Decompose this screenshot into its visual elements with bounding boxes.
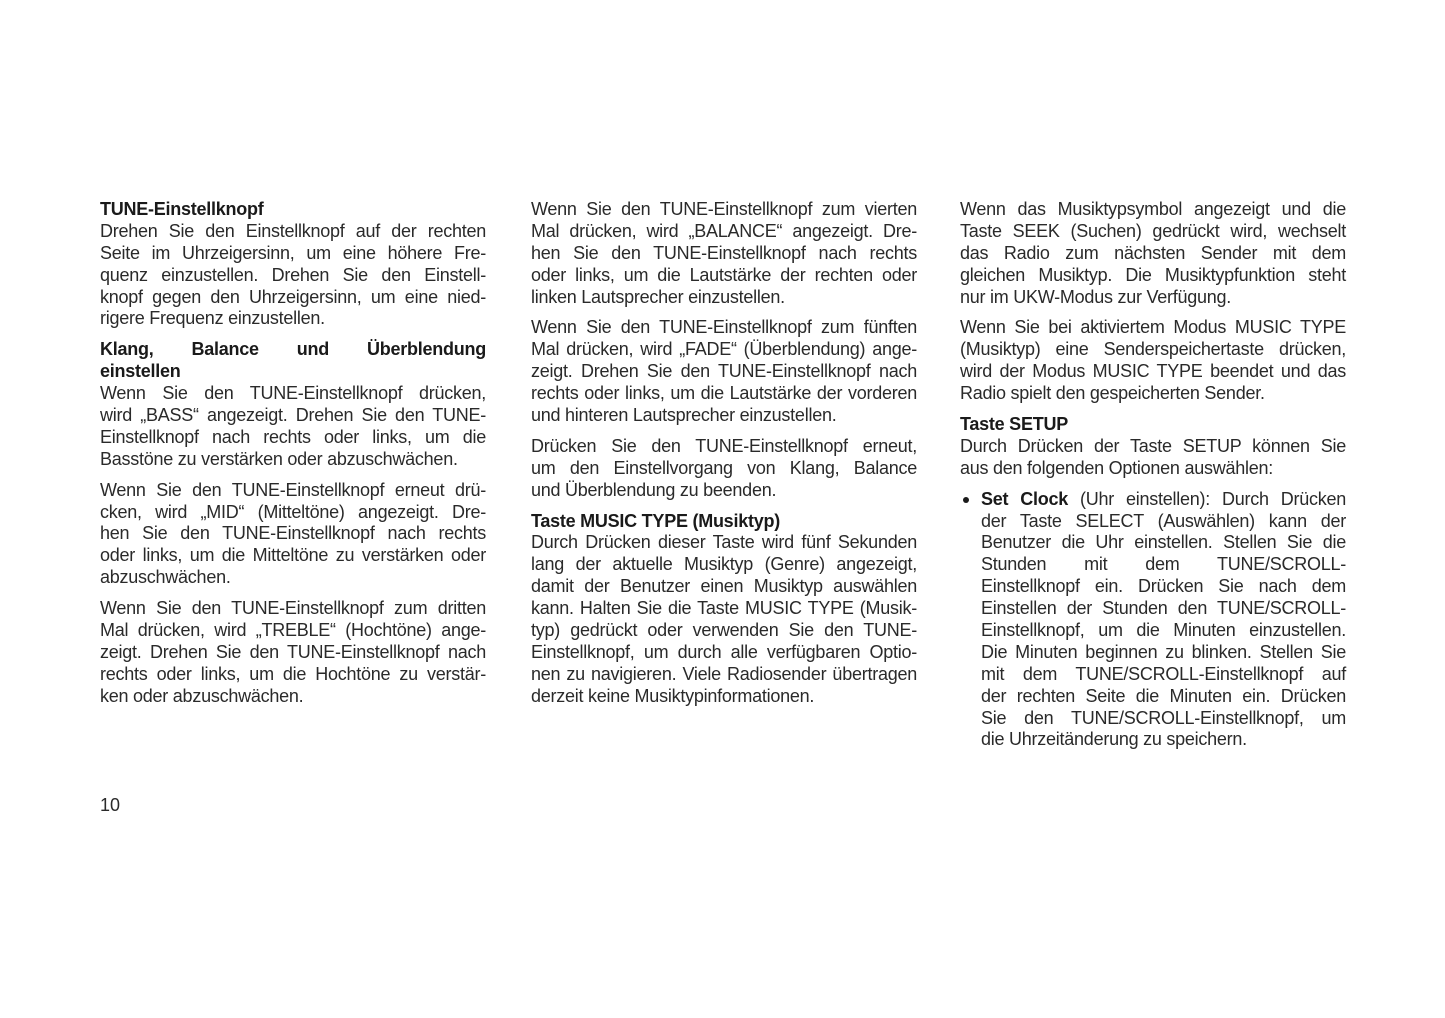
text-line: Mal drücken, wird „FADE“ (Überblendung) ange- <box>531 339 917 360</box>
paragraph <box>531 436 917 502</box>
paragraph <box>100 480 486 589</box>
paragraph <box>100 383 486 471</box>
text-line: abzuschwächen. <box>100 567 231 588</box>
text-column-2 <box>531 199 917 717</box>
text-line: zeigt. Drehen Sie den TUNE-Einstellknopf nach <box>531 361 917 382</box>
text-line: Wenn das Musiktypsymbol angezeigt und die <box>960 199 1346 219</box>
paragraph <box>531 532 917 707</box>
text-line: damit der Benutzer einen Musiktyp auswählen <box>531 576 917 597</box>
text-line: typ) gedrückt oder verwenden Sie den TUNE- <box>531 620 917 641</box>
text-line: der Taste SELECT (Auswählen) kann der <box>981 510 1346 531</box>
text-line: Seite im Uhrzeigersinn, um eine höhere Fre- <box>100 242 486 263</box>
paragraph <box>960 436 1346 480</box>
text-line: rechts oder links, um die Lautstärke der vorderen <box>531 383 917 404</box>
bullet-item <box>960 489 1346 752</box>
text-line: die Uhrzeitänderung zu speichern. <box>981 729 1247 750</box>
text-line: ken oder abzuschwächen. <box>100 685 304 706</box>
text-line: Einstellknopf, um durch alle verfügbaren Optio- <box>531 641 917 662</box>
paragraph <box>960 199 1346 308</box>
text-line: Einstellen der Stunden den TUNE/SCROLL- <box>981 598 1346 619</box>
text-line: das Radio zum nächsten Sender mit dem <box>960 242 1346 263</box>
text-line: knopf gegen den Uhrzeigersinn, um eine nied- <box>100 286 486 307</box>
text-line: derzeit keine Musiktypinformationen. <box>531 685 815 706</box>
text-line: rigere Frequenz einzustellen. <box>100 308 325 329</box>
text-line: Basstöne zu verstärken oder abzuschwächen. <box>100 448 458 469</box>
section-heading <box>100 199 486 221</box>
text-line: um den Einstellvorgang von Klang, Balance <box>531 457 917 478</box>
text-line: nen zu navigieren. Viele Radiosender übertragen <box>531 663 917 684</box>
text-line: wird „BASS“ angezeigt. Drehen Sie den TUNE- <box>100 405 486 426</box>
text-line <box>981 489 1346 511</box>
text-line: TUNE-Einstellknopf <box>100 199 264 219</box>
text-line: der rechten Seite die Minuten ein. Drücken <box>981 685 1346 706</box>
bullet-icon <box>963 497 969 503</box>
text-line: Einstellknopf, um die Minuten einzustellen. <box>981 620 1346 641</box>
section-heading <box>100 339 486 383</box>
text-line: lang der aktuelle Musiktyp (Genre) angezeigt, <box>531 554 917 575</box>
text-line: (Musiktyp) eine Senderspeichertaste drücken, <box>960 339 1346 360</box>
paragraph <box>100 221 486 330</box>
text-line: kann. Halten Sie die Taste MUSIC TYPE (Musik- <box>531 598 917 619</box>
paragraph <box>100 598 486 707</box>
text-line: Benutzer die Uhr einstellen. Stellen Sie die <box>981 532 1346 553</box>
text-line: linken Lautsprecher einzustellen. <box>531 286 785 307</box>
text-line: rechts oder links, um die Hochtöne zu verstär- <box>100 663 486 684</box>
text-line: Sie den TUNE/SCROLL-Einstellknopf, um <box>981 707 1346 728</box>
section-heading <box>531 511 917 533</box>
text-line: Radio spielt den gespeicherten Sender. <box>960 383 1265 404</box>
page-number: 10 <box>100 795 121 815</box>
text-line: oder links, um die Mitteltöne zu verstärken oder <box>100 545 486 566</box>
text-column-3 <box>960 199 1346 760</box>
paragraph <box>960 317 1346 405</box>
text-line: einstellen <box>100 361 181 382</box>
text-line: Taste SETUP <box>960 414 1068 435</box>
text-line: Wenn Sie den TUNE-Einstellknopf erneut drü- <box>100 479 486 500</box>
text-line: cken, wird „MID“ (Mitteltöne) angezeigt. Dre- <box>100 501 486 522</box>
text-line: Klang, Balance und Überblendung <box>100 339 486 360</box>
text-line: mit dem TUNE/SCROLL-Einstellknopf auf <box>981 663 1346 684</box>
text-line: Wenn Sie den TUNE-Einstellknopf zum vierten <box>531 199 917 219</box>
text-line: Stunden mit dem TUNE/SCROLL- <box>981 554 1346 575</box>
text-line: gleichen Musiktyp. Die Musiktypfunktion steht <box>960 264 1346 285</box>
section-heading <box>960 414 1346 436</box>
paragraph <box>531 317 917 426</box>
text-line: Mal drücken, wird „TREBLE“ (Hochtöne) ange- <box>100 620 486 641</box>
text-line: aus den folgenden Optionen auswählen: <box>960 457 1274 478</box>
text-line: quenz einzustellen. Drehen Sie den Einstell- <box>100 264 486 285</box>
text-line: und hinteren Lautsprecher einzustellen. <box>531 405 837 426</box>
text-line: Mal drücken, wird „BALANCE“ angezeigt. Dre- <box>531 220 917 241</box>
text-line: hen Sie den TUNE-Einstellknopf nach rechts <box>100 523 486 544</box>
text-line: hen Sie den TUNE-Einstellknopf nach rechts <box>531 242 917 263</box>
text-line: Durch Drücken dieser Taste wird fünf Sekunden <box>531 532 917 553</box>
text-line: Einstellknopf ein. Drücken Sie nach dem <box>981 576 1346 597</box>
text-line: zeigt. Drehen Sie den TUNE-Einstellknopf nach <box>100 641 486 662</box>
text-line: Wenn Sie bei aktiviertem Modus MUSIC TYPE <box>960 317 1346 338</box>
bullet-text: (Uhr einstellen): Durch Drücken <box>1068 488 1347 509</box>
text-line: wird der Modus MUSIC TYPE beendet und das <box>960 361 1346 382</box>
text-line: Drücken Sie den TUNE-Einstellknopf erneut, <box>531 435 917 456</box>
text-line: Wenn Sie den TUNE-Einstellknopf zum dritten <box>100 598 486 619</box>
bullet-term: Set Clock <box>981 488 1069 509</box>
text-line: oder links, um die Lautstärke der rechten oder <box>531 264 917 285</box>
text-line: Einstellknopf nach rechts oder links, um die <box>100 426 486 447</box>
text-line: nur im UKW-Modus zur Verfügung. <box>960 286 1232 307</box>
text-column-1 <box>100 199 486 717</box>
text-line: Taste MUSIC TYPE (Musiktyp) <box>531 510 780 531</box>
text-line: Taste SEEK (Suchen) gedrückt wird, wechselt <box>960 220 1346 241</box>
text-line: und Überblendung zu beenden. <box>531 479 777 500</box>
text-line: Durch Drücken der Taste SETUP können Sie <box>960 435 1346 456</box>
text-line: Wenn Sie den TUNE-Einstellknopf drücken, <box>100 383 486 404</box>
text-line: Drehen Sie den Einstellknopf auf der rechten <box>100 220 486 241</box>
text-line: Die Minuten beginnen zu blinken. Stellen Sie <box>981 641 1346 662</box>
paragraph <box>531 199 917 308</box>
text-line: Wenn Sie den TUNE-Einstellknopf zum fünften <box>531 317 917 338</box>
